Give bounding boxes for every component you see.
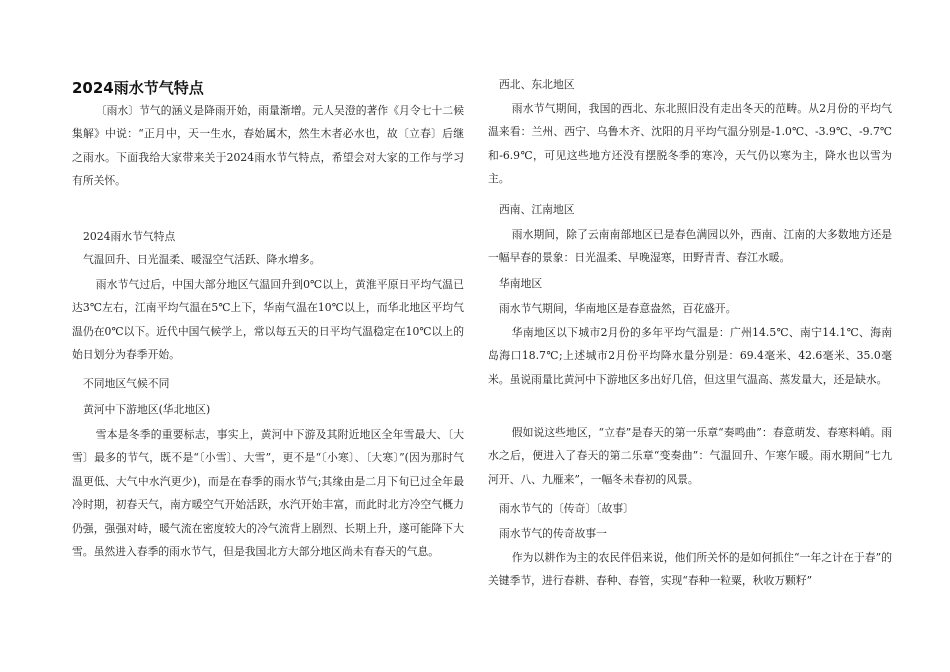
story-paragraph: 作为以耕作为主的农民伴侣来说，他们所关怀的是如何抓住“一年之计在于春”的关键季节，进行春耕、春种、春管，实现“春种一粒粟，秋收万颗籽” — [488, 551, 892, 588]
heading-legend: 雨水节气的〔传奇〕〔故事〕 — [499, 502, 634, 515]
xibei-paragraph: 雨水节气期间，我国的西北、东北照旧没有走出冬天的范畴。从2月份的平均气温来看：兰州、西宁、乌鲁木齐、沈阳的月平均气温分别是-1.0℃、-3.9℃、-9.7℃和-6.9℃，可见这些地方还没有摆脱冬季的寒冷，天气仍以寒为主，降水也以雪为主。 — [488, 102, 892, 186]
temperature-paragraph: 雨水节气过后，中国大部分地区气温回升到0℃以上，黄淮平原日平均气温已达3℃左右，江南平均气温在5℃上下，华南气温在10℃以上，而华北地区平均气温仍在0℃以下。近代中国气候学上，常以每五天的日平均气温稳定在10℃以上的始日划分为春季开始。 — [72, 278, 464, 362]
document-title: 2024雨水节气特点 — [72, 79, 204, 97]
summary-line: 气温回升、日光温柔、暖湿空气活跃、降水增多。 — [83, 253, 321, 266]
huanan-summary: 雨水节气期间，华南地区是春意盎然，百花盛开。 — [499, 302, 737, 315]
huanan-paragraph: 华南地区以下城市2月份的多年平均气温是：广州14.5℃、南宁14.1℃、海南岛海口18.7℃;上述城市2月份平均降水量分别是：69.4毫米、42.6毫米、35.0毫米。虽说雨量比黄河中下游地区多出好几倍，但这里气温高、蒸发量大，还是缺水。 — [488, 326, 892, 386]
section-subtitle: 2024雨水节气特点 — [83, 230, 176, 243]
heading-xibei: 西北、东北地区 — [499, 78, 575, 91]
spring-paragraph: 假如说这些地区，“立春”是春天的第一乐章“奏鸣曲”：春意萌发、春寒料峭。雨水之后，便进入了春天的第二乐章“变奏曲”：气温回升、乍寒乍暖。雨水期间“七九河开、八、九雁来”，一幅冬未春初的风景。 — [488, 426, 892, 486]
huanghe-paragraph: 雪本是冬季的重要标志，事实上，黄河中下游及其附近地区全年雪最大、〔大雪〕最多的节气，既不是“〔小雪〕、大雪”，更不是“〔小寒〕、〔大寒〕”(因为那时气温更低、大气中水汽更少)，而是在春季的雨水节气;其缘由是二月下旬已过全年最冷时期，初春天气，南方暖空气开始活跃，水汽开始丰富，而此时北方冷空气概力仍强，强强对峙，暖气流在密度较大的冷气流背上剧烈、长期上升，遂可能降下大雪。虽然进入春季的雨水节气，但是我国北方大部分地区尚未有春天的气息。 — [72, 428, 464, 559]
heading-xinan: 西南、江南地区 — [499, 203, 575, 216]
xinan-paragraph: 雨水期间，除了云南南部地区已是春色满园以外，西南、江南的大多数地方还是一幅早春的景象：日光温柔、早晚湿寒，田野青青、春江水暖。 — [488, 228, 892, 265]
intro-paragraph: 〔雨水〕节气的涵义是降雨开始，雨量渐增。元人吴澄的著作《月令七十二候集解》中说：“正月中，天一生水，春始属木，然生木者必水也，故〔立春〕后继之雨水。下面我给大家带来关于2024雨水节气特点，希望会对大家的工作与学习有所关怀。 — [72, 104, 464, 188]
heading-regions: 不同地区气候不同 — [83, 377, 170, 390]
heading-story: 雨水节气的传奇故事一 — [499, 527, 607, 540]
heading-huanghe: 黄河中下游地区(华北地区) — [83, 403, 211, 416]
heading-huanan: 华南地区 — [499, 277, 543, 290]
